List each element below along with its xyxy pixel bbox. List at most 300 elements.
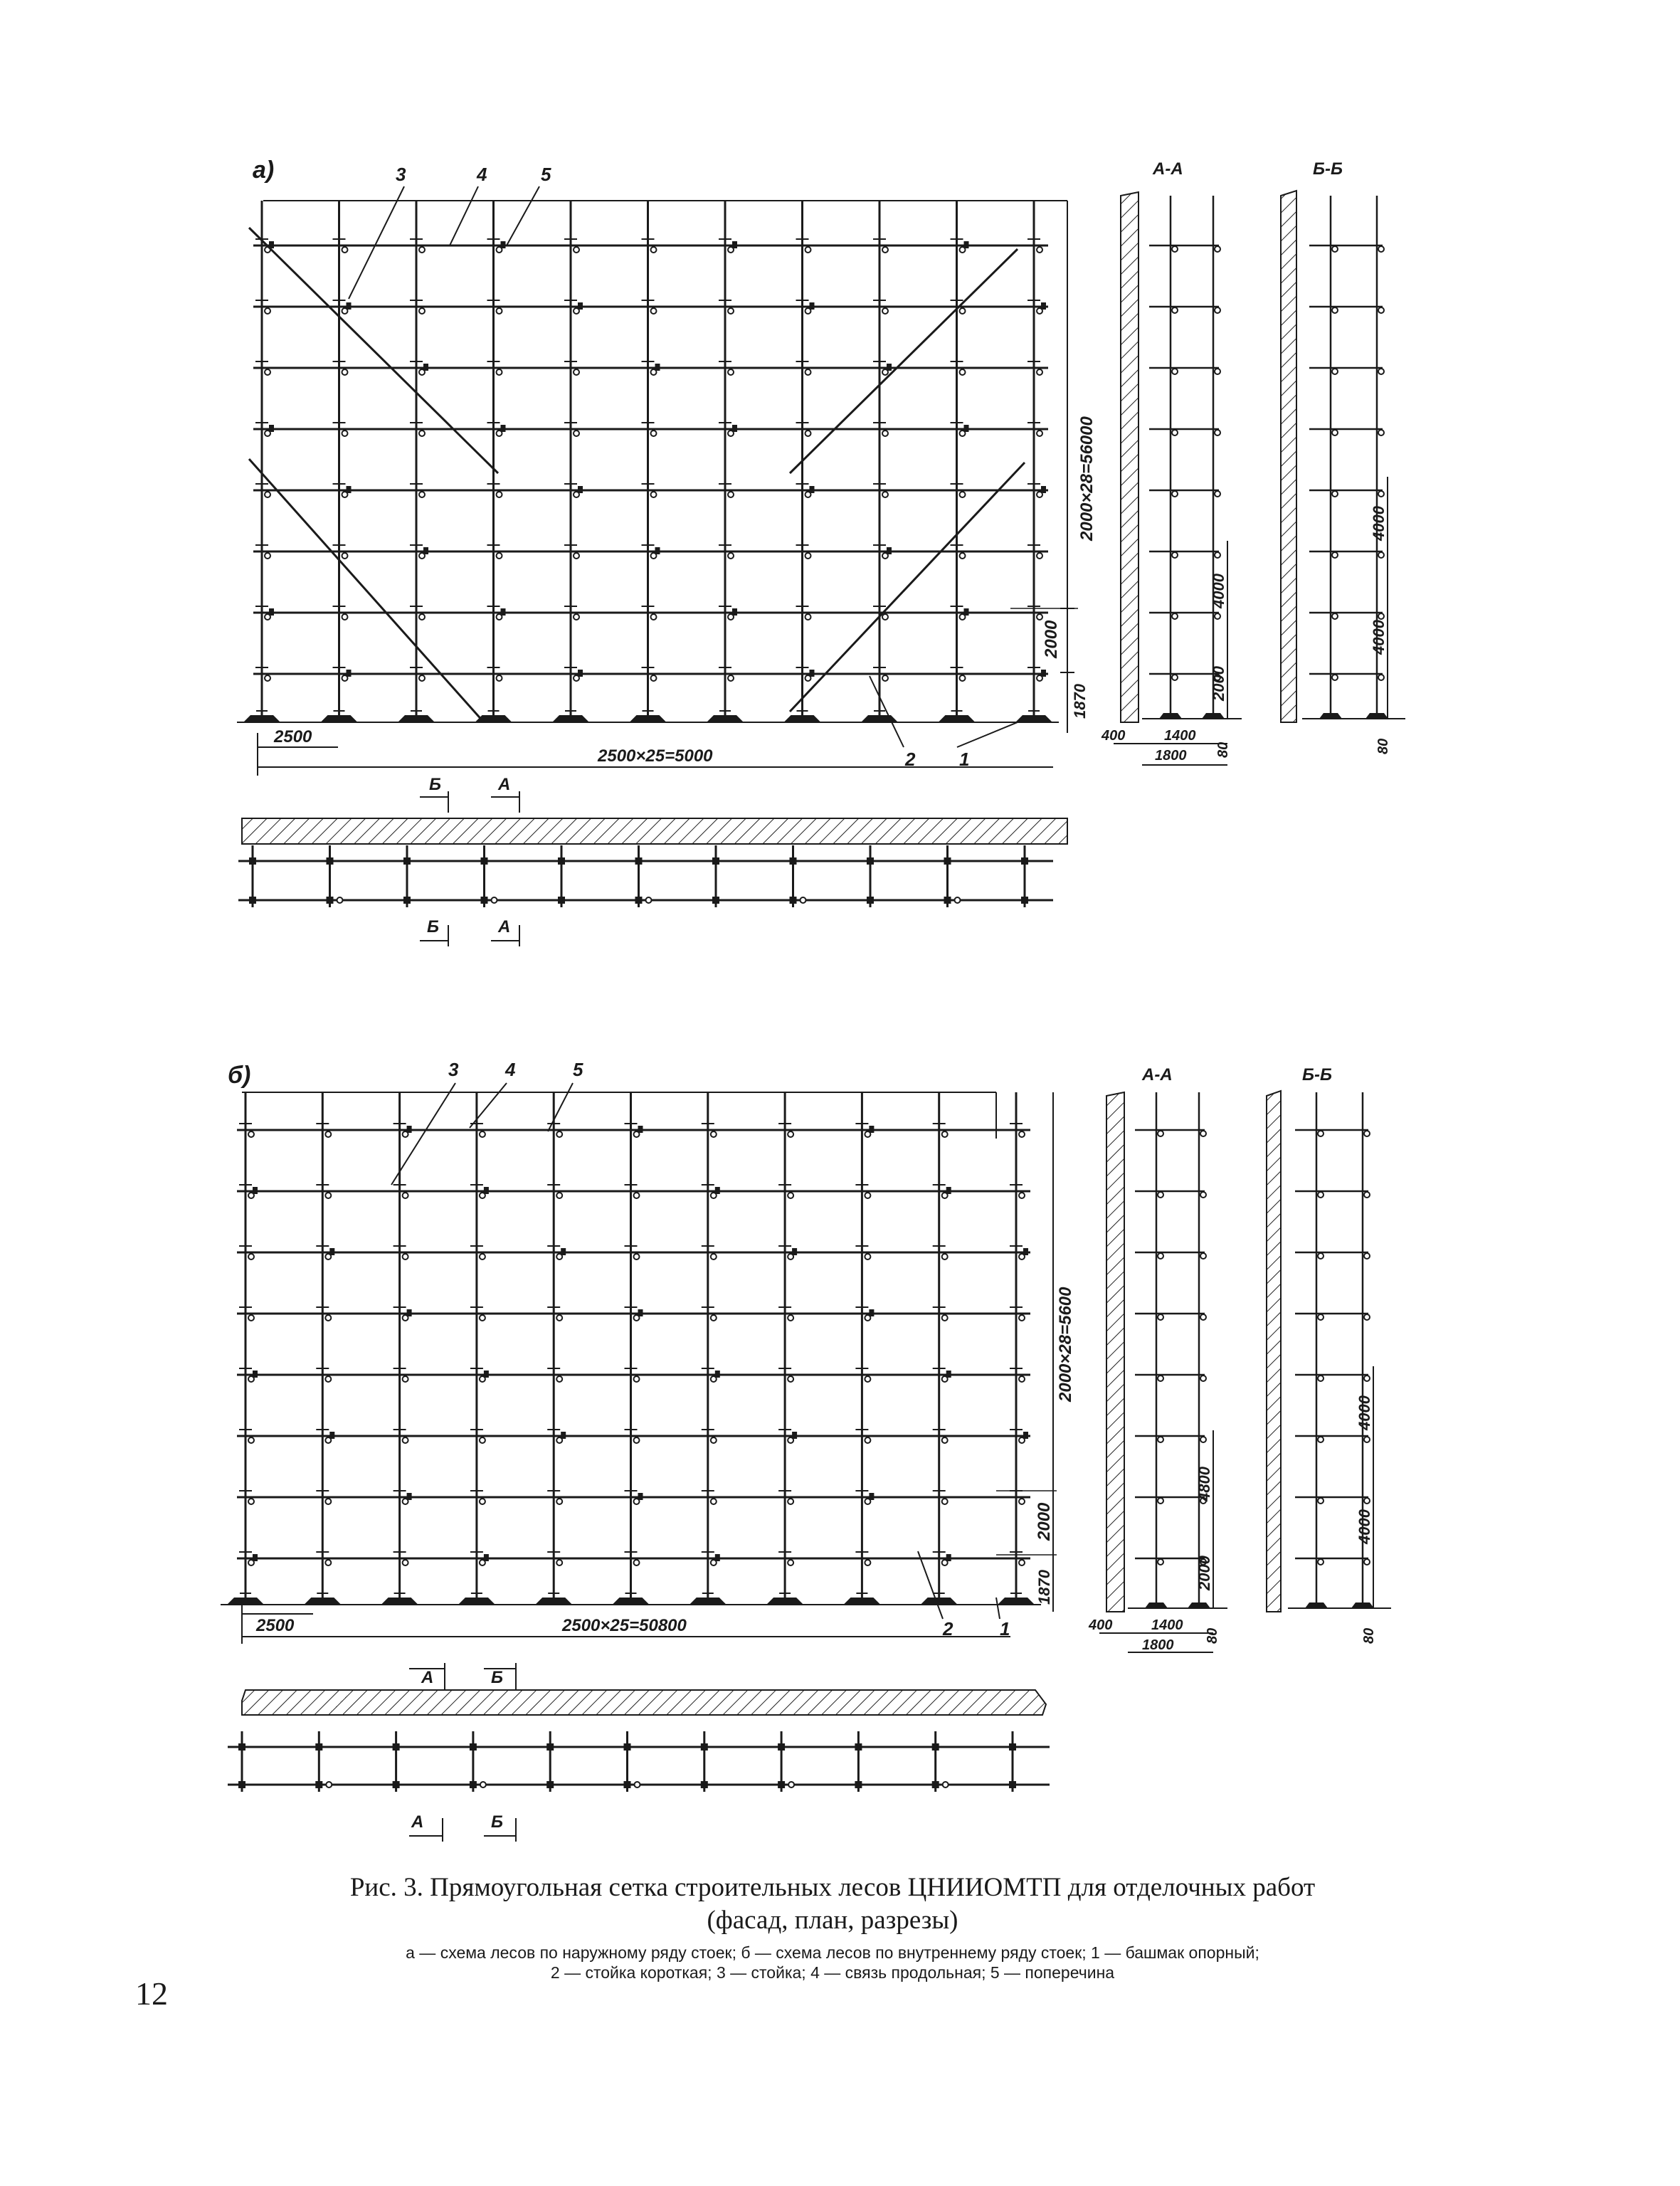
crossbar-end [253,1554,258,1561]
crossbar-end [501,608,506,616]
section-clamp [1318,1192,1324,1198]
plan-post [1009,1743,1016,1751]
section-shoe [1188,1602,1210,1608]
section-clamp [1364,1131,1370,1136]
crossbar-end [407,1126,412,1133]
clamp [248,1254,254,1260]
base-shoe [613,1598,650,1605]
clamp [960,308,966,314]
clamp [942,1437,948,1443]
clamp [960,369,966,375]
clamp [805,247,811,253]
plan-post [855,1743,862,1751]
section-clamp [1158,1376,1163,1381]
crossbar-end [869,1493,874,1500]
plan-post [624,1743,631,1751]
clamp [556,1376,562,1382]
plan-post [249,897,256,904]
clamp [882,614,888,620]
crossbar-end [869,1309,874,1316]
section-clamp [1332,552,1338,558]
clamp [1037,553,1042,559]
section-clamp [1215,369,1220,374]
clamp [325,1560,331,1565]
length-dimension-b [242,1605,1010,1644]
base-shoe [766,1598,803,1605]
plan-a [238,775,1067,946]
clamp [651,308,657,314]
clamp [480,1315,485,1321]
section-clamp [1378,369,1384,374]
crossbar-end [946,1371,951,1378]
dim: 4800 [1195,1467,1213,1501]
plan-post [249,857,256,865]
crossbar-end [269,425,274,432]
crossbar-end [964,241,969,248]
base-shoe [630,715,667,722]
crossbar-end [407,1309,412,1316]
clamp [325,1131,331,1137]
clamp [342,247,348,253]
section-clamp [1364,1192,1370,1198]
section-shoe [1319,713,1342,719]
crossbar-end [732,425,737,432]
section-clamp [1172,369,1178,374]
clamp [942,1315,948,1321]
clamp [651,492,657,497]
dim-base: 1870 [1071,684,1089,719]
section-bb-title: Б-Б [1313,159,1343,179]
base-shoe [227,1598,264,1605]
clamp [960,675,966,681]
clamp [1037,614,1042,620]
clamp [248,1437,254,1443]
section-clamp [1172,613,1178,619]
cut-mark: Б [427,917,439,936]
base-shoe [1015,715,1052,722]
plan-clamp [326,1782,332,1788]
section-aa-title: А-А [1153,159,1183,179]
callout-2: 2 [943,1618,953,1640]
clamp [419,675,425,681]
crossbar-end [810,670,815,677]
plan-post [470,1781,477,1788]
section-clamp [1215,552,1220,558]
clamp [265,553,270,559]
plan-post [701,1781,708,1788]
diagram-b-label: б) [228,1062,251,1089]
base-shoe [843,1598,880,1605]
diagonal-brace [249,459,484,722]
plan-clamp [337,897,343,903]
callouts-b [391,1059,1010,1640]
section-clamp [1158,1559,1163,1565]
section-aa-b [1088,1065,1227,1653]
section-clamp [1332,491,1338,497]
plan-b [228,1663,1050,1842]
section-clamp [1378,552,1384,558]
section-clamp [1318,1253,1324,1259]
crossbar-end [561,1248,566,1255]
clamp [942,1254,948,1260]
section-clamp [1200,1376,1206,1381]
section-shoe [1365,713,1388,719]
section-clamp [1158,1498,1163,1504]
base-shoe [921,1598,958,1605]
clamp [325,1376,331,1382]
clamp [248,1499,254,1504]
section-clamp [1158,1131,1163,1136]
section-clamp [1172,675,1178,680]
clamp [248,1131,254,1137]
section-clamp [1215,307,1220,313]
clamp [419,247,425,253]
dim: 400 [1089,1617,1113,1633]
section-bb-a [1281,159,1405,754]
plan-clamp [492,897,497,903]
clamp [942,1499,948,1504]
figure-legend-line1: а — схема лесов по наружному ряду стоек; б — схема лесов по внутреннему ряду стоек; 1 — башмак опорный; [406,1943,1259,1962]
crossbar-end [887,547,892,554]
clamp [342,553,348,559]
clamp [865,1193,870,1198]
plan-post [546,1743,554,1751]
clamp [728,369,734,375]
crossbar-end [732,241,737,248]
clamp [634,1376,640,1382]
plan-wall-b [242,1690,1046,1715]
clamp [728,492,734,497]
base-shoe [321,715,358,722]
section-clamp [1332,613,1338,619]
plan-post [932,1781,939,1788]
crossbar-end [810,486,815,493]
clamp [711,1254,717,1260]
clamp [403,1376,408,1382]
crossbar-end [484,1371,489,1378]
crossbar-end [715,1554,720,1561]
clamp [556,1193,562,1198]
section-clamp [1172,552,1178,558]
clamp [865,1437,870,1443]
base-shoe [939,715,976,722]
section-clamp [1200,1131,1206,1136]
clamp [865,1376,870,1382]
crossbar-end [1041,670,1046,677]
plan-post [944,897,951,904]
clamp [960,553,966,559]
figure-title-line2: (фасад, план, разрезы) [707,1906,958,1935]
crossbar-end [1041,302,1046,310]
crossbar-end [423,547,428,554]
plan-post [546,1781,554,1788]
crossbar-end [964,425,969,432]
crossbar-end [655,364,660,371]
dim-total-height: 2000×28=56000 [1077,416,1097,541]
callout-3: 3 [396,164,406,185]
base-shoe [998,1598,1035,1605]
diagram-a [237,157,1405,946]
clamp [1019,1193,1025,1198]
section-clamp [1332,675,1338,680]
clamp [419,431,425,436]
callout-1: 1 [959,749,970,770]
clamp [805,614,811,620]
crossbar-end [407,1493,412,1500]
crossbar-end [715,1371,720,1378]
clamp [651,614,657,620]
clamp [634,1254,640,1260]
section-clamp [1364,1314,1370,1320]
clamp [403,1193,408,1198]
callouts-a [349,164,1018,770]
clamp [728,553,734,559]
dim: 4000 [1356,1395,1373,1430]
plan-post [1009,1781,1016,1788]
clamp [651,247,657,253]
callout-4: 4 [505,1059,516,1080]
clamp [403,1254,408,1260]
dim: 80 [1375,738,1391,754]
clamp [865,1560,870,1565]
crossbar-end [578,670,583,677]
section-shoe [1145,1602,1168,1608]
cut-mark: А [498,917,511,936]
dim: 4000 [1370,620,1388,655]
crossbar-end [501,241,506,248]
clamp [788,1560,793,1565]
section-clamp [1318,1437,1324,1442]
clamp [634,1193,640,1198]
figure-legend [213,1943,1452,1982]
clamp [1037,369,1042,375]
clamp [1037,247,1042,253]
section-clamp [1378,675,1384,680]
section-clamp [1215,613,1220,619]
clamp [651,431,657,436]
clamp [403,1560,408,1565]
crossbar-end [253,1187,258,1194]
clamp [574,369,579,375]
base-shoe [707,715,744,722]
plan-clamp [788,1782,794,1788]
clamp [805,369,811,375]
clamp [497,369,502,375]
facade-a [237,201,1059,722]
clamp [325,1315,331,1321]
plan-post [481,897,488,904]
clamp [711,1315,717,1321]
clamp [342,614,348,620]
clamp [882,492,888,497]
section-clamp [1318,1376,1324,1381]
clamp [805,553,811,559]
crossbar-end [269,608,274,616]
clamp [480,1131,485,1137]
clamp [651,675,657,681]
clamp [634,1437,640,1443]
section-shoe [1202,713,1225,719]
plan-clamp [801,897,806,903]
clamp [1037,431,1042,436]
base-shoe [552,715,589,722]
plan-post [635,897,643,904]
length-dimension-a [258,727,1053,776]
plan-post [327,857,334,865]
clamp [265,308,270,314]
plan-post [944,857,951,865]
dim: 80 [1361,1627,1377,1644]
section-clamp [1378,430,1384,435]
section-clamp [1158,1192,1163,1198]
clamp [574,431,579,436]
section-clamp [1172,246,1178,252]
clamp [342,369,348,375]
clamp [574,553,579,559]
clamp [342,431,348,436]
crossbar-end [501,425,506,432]
crossbar-end [715,1187,720,1194]
clamp [556,1315,562,1321]
clamp [556,1131,562,1137]
dim: 400 [1101,728,1126,744]
plan-post [712,857,719,865]
plan-post [1021,897,1028,904]
crossbar-end [347,486,352,493]
section-clamp [1215,430,1220,435]
diagram-b [221,1059,1391,1842]
callout-5: 5 [573,1059,583,1080]
section-clamp [1332,246,1338,252]
callout-1: 1 [1000,1618,1010,1640]
base-shoe [861,715,898,722]
dim: 1400 [1164,728,1196,744]
section-clamp [1332,430,1338,435]
plan-clamp [635,1782,640,1788]
section-clamp [1200,1314,1206,1320]
section-clamp [1332,307,1338,313]
dim-base: 1870 [1035,1570,1053,1605]
plan-post [558,857,565,865]
clamp [788,1499,793,1504]
section-aa-title: А-А [1142,1065,1173,1084]
clamp [419,308,425,314]
clamp [497,675,502,681]
cut-mark: А [411,1812,424,1832]
section-clamp [1378,491,1384,497]
crossbar-end [1041,486,1046,493]
clamp [265,492,270,497]
crossbar-end [638,1493,643,1500]
clamp [497,492,502,497]
crossbar-end [887,364,892,371]
plan-post [867,857,874,865]
callout-2: 2 [905,749,916,770]
dim-total-height: 2000×28=5600 [1056,1287,1075,1402]
clamp [265,369,270,375]
clamp [882,431,888,436]
cut-mark: А [498,775,511,794]
section-clamp [1215,491,1220,497]
base-shoe [398,715,435,722]
clamp [248,1315,254,1321]
clamp [882,675,888,681]
base-shoe [690,1598,727,1605]
plan-post [393,1743,400,1751]
clamp [711,1437,717,1443]
crossbar-end [561,1432,566,1439]
base-shoe [243,715,280,722]
section-clamp [1172,430,1178,435]
diagram-a-label: а) [253,157,275,184]
plan-post [1021,857,1028,865]
base-shoe [381,1598,418,1605]
crossbar-end [792,1432,797,1439]
clamp [788,1315,793,1321]
crossbar-end [655,547,660,554]
crossbar-end [1023,1432,1028,1439]
dim: 2000 [1210,666,1227,701]
section-clamp [1378,246,1384,252]
plan-post [481,857,488,865]
crossbar-end [732,608,737,616]
clamp [480,1437,485,1443]
plan-post [624,1781,631,1788]
plan-post [393,1781,400,1788]
section-bb-title: Б-Б [1302,1065,1332,1084]
dim-tier: 2000 [1035,1502,1054,1541]
plan-clamp [646,897,652,903]
clamp [1019,1499,1025,1504]
dim: 4000 [1356,1509,1373,1544]
base-shoe [458,1598,495,1605]
clamp [419,492,425,497]
section-clamp [1364,1437,1370,1442]
plan-post [403,857,411,865]
plan-wall-a [242,818,1067,844]
plan-post [701,1743,708,1751]
figure-title [213,1871,1452,1937]
clamp [711,1131,717,1137]
clamp [325,1193,331,1198]
plan-post [315,1781,322,1788]
plan-post [238,1743,245,1751]
clamp [480,1499,485,1504]
clamp [1019,1315,1025,1321]
section-shoe [1351,1602,1374,1608]
crossbar-end [869,1126,874,1133]
crossbar-end [946,1187,951,1194]
clamp [728,675,734,681]
clamp [882,308,888,314]
base-shoe [535,1598,572,1605]
plan-post [470,1743,477,1751]
section-clamp [1318,1314,1324,1320]
figure-title-line1: Рис. 3. Прямоугольная сетка строительных лесов ЦНИИОМТП для отделочных работ [349,1873,1316,1902]
clamp [419,614,425,620]
section-clamp [1158,1314,1163,1320]
section-clamp [1364,1559,1370,1565]
cut-mark: Б [491,1668,503,1687]
clamp [882,247,888,253]
section-clamp [1318,1559,1324,1565]
dim: 80 [1215,741,1231,758]
section-clamp [1172,491,1178,497]
base-shoe [304,1598,341,1605]
crossbar-end [792,1248,797,1255]
clamp [788,1376,793,1382]
crossbar-end [638,1309,643,1316]
